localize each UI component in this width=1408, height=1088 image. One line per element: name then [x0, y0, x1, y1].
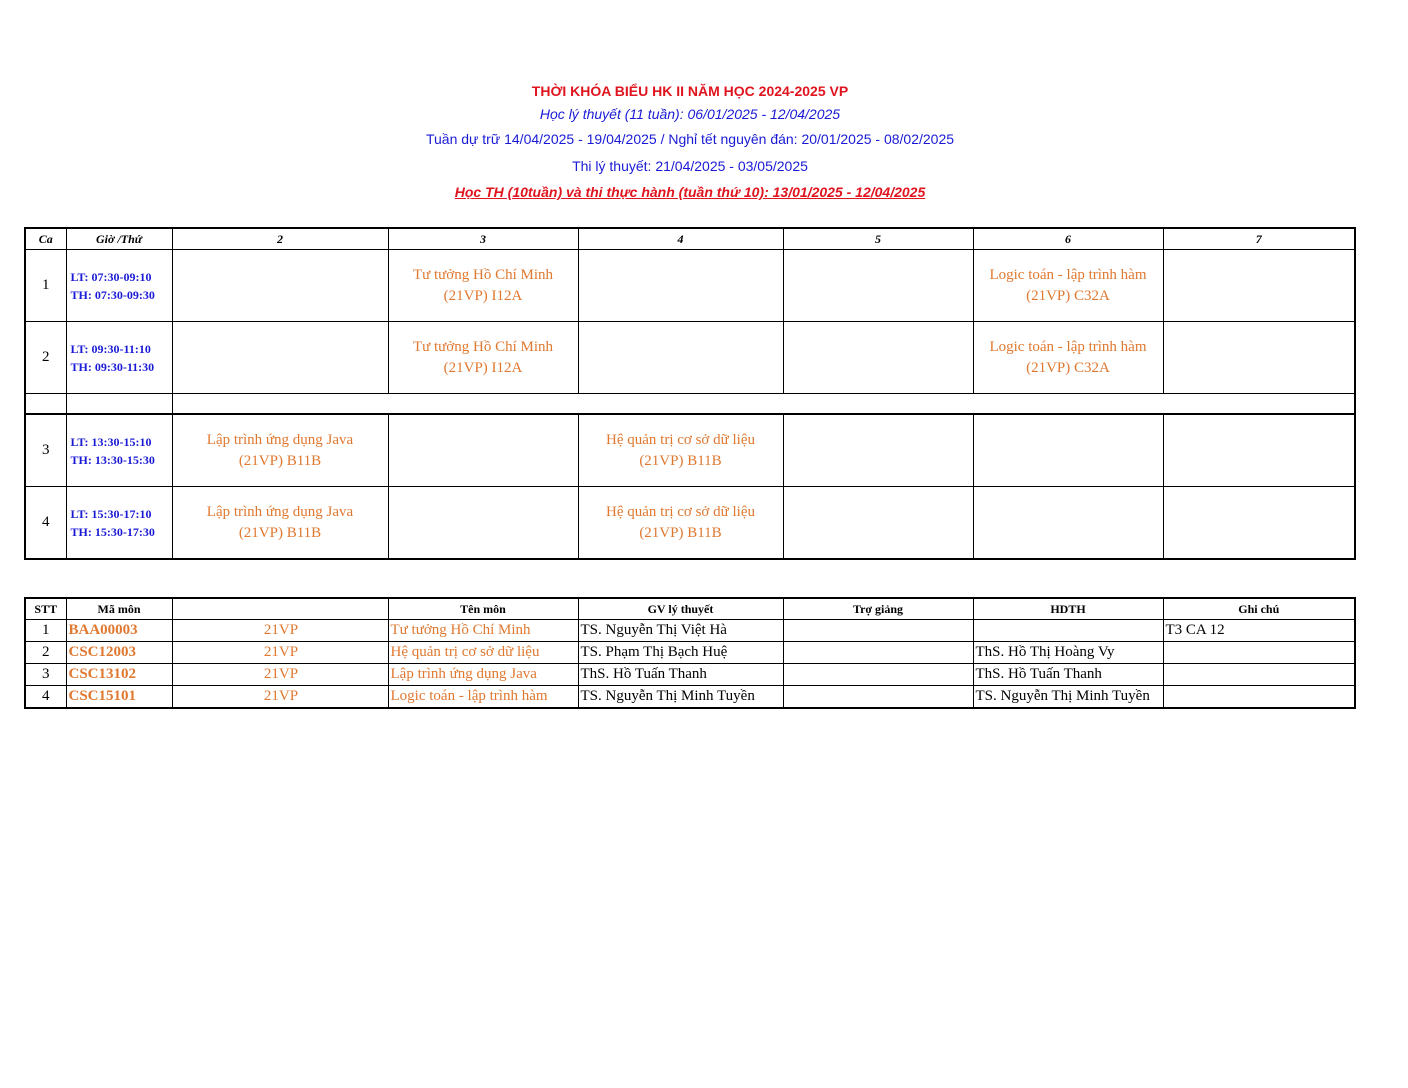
schedule-title: THỜI KHÓA BIỂU HK II NĂM HỌC 2024-2025 VP	[531, 83, 849, 99]
time-cell	[66, 487, 172, 560]
reserve-and-holiday: Tuần dự trữ 14/04/2025 - 19/04/2025 / Nghỉ tết nguyên đán: 20/01/2025 - 08/02/2025	[425, 131, 955, 147]
time-cell	[66, 250, 172, 322]
assistant	[783, 620, 973, 642]
schedule-row	[25, 250, 1355, 322]
class-subject: Logic toán - lập trình hàm	[989, 338, 1147, 355]
table-row	[25, 664, 1355, 686]
practice-instructor: ThS. Hồ Tuấn Thanh	[973, 664, 1163, 686]
col-header-ca: Ca	[25, 228, 66, 250]
class-room: (21VP) B11B	[639, 452, 722, 469]
class-subject: Logic toán - lập trình hàm	[989, 266, 1147, 283]
gap-cell	[25, 394, 66, 415]
class-subject: Lập trình ứng dụng Java	[206, 431, 354, 448]
col-header-day-3: 3	[388, 228, 578, 250]
class-room: (21VP) I12A	[443, 287, 523, 304]
note	[1163, 686, 1355, 709]
stt: 3	[25, 664, 66, 686]
ca-number: 2	[25, 322, 66, 394]
table-row	[25, 620, 1355, 642]
lt-time: LT: 13:30-15:10	[70, 434, 152, 449]
subject-code: CSC13102	[66, 664, 172, 686]
lecturer: TS. Phạm Thị Bạch Huệ	[578, 642, 783, 664]
lt-time: LT: 09:30-11:10	[70, 341, 151, 356]
subject-code: CSC12003	[66, 642, 172, 664]
lt-time: LT: 07:30-09:10	[70, 269, 152, 284]
class-room: (21VP) B11B	[238, 452, 322, 469]
class-room: (21VP) C32A	[1026, 287, 1110, 304]
gap-cell	[66, 394, 172, 415]
th-time: TH: 13:30-15:30	[70, 452, 155, 467]
class-cell	[388, 487, 578, 560]
col-header-time: Giờ /Thứ	[66, 228, 172, 250]
col-header-name: Tên môn	[388, 598, 578, 620]
ca-number: 4	[25, 487, 66, 560]
col-header-stt: STT	[25, 598, 66, 620]
practice-instructor: TS. Nguyễn Thị Minh Tuyền	[973, 686, 1163, 709]
col-header-hdth: HDTH	[973, 598, 1163, 620]
class-room: (21VP) B11B	[639, 524, 722, 541]
class-cell	[783, 250, 973, 322]
subject-name: Hệ quản trị cơ sở dữ liệu	[388, 642, 578, 664]
theory-period: Học lý thuyết (11 tuần): 06/01/2025 - 12/04/2025	[539, 106, 841, 122]
th-time: TH: 07:30-09:30	[70, 287, 155, 302]
schedule-row	[25, 414, 1355, 487]
note	[1163, 642, 1355, 664]
theory-exam-period: Thi lý thuyết: 21/04/2025 - 03/05/2025	[572, 158, 808, 174]
stt: 4	[25, 686, 66, 709]
class-cell	[172, 487, 388, 560]
class-code: 21VP	[172, 686, 388, 709]
note: T3 CA 12	[1163, 620, 1355, 642]
lecturer: TS. Nguyễn Thị Việt Hà	[578, 620, 783, 642]
class-cell	[783, 414, 973, 487]
subject-code: BAA00003	[66, 620, 172, 642]
subject-name: Lập trình ứng dụng Java	[388, 664, 578, 686]
schedule-row	[25, 322, 1355, 394]
class-cell	[578, 414, 783, 487]
subject-name: Tư tưởng Hồ Chí Minh	[388, 620, 578, 642]
col-header-lecturer: GV lý thuyết	[578, 598, 783, 620]
class-cell	[388, 250, 578, 322]
break-row	[25, 394, 1355, 415]
class-cell	[172, 414, 388, 487]
class-cell	[973, 487, 1163, 560]
class-cell	[578, 250, 783, 322]
table-row	[25, 642, 1355, 664]
class-room: (21VP) I12A	[443, 359, 523, 376]
class-subject: Hệ quản trị cơ sở dữ liệu	[606, 503, 755, 520]
class-room: (21VP) B11B	[238, 524, 322, 541]
subject-name: Logic toán - lập trình hàm	[388, 686, 578, 709]
note	[1163, 664, 1355, 686]
class-cell	[973, 322, 1163, 394]
assistant	[783, 686, 973, 709]
class-code: 21VP	[172, 664, 388, 686]
col-header-class	[172, 598, 388, 620]
class-cell	[783, 487, 973, 560]
class-code: 21VP	[172, 620, 388, 642]
class-cell	[578, 322, 783, 394]
class-cell	[1163, 414, 1355, 487]
class-cell	[388, 414, 578, 487]
lecturer: ThS. Hồ Tuấn Thanh	[578, 664, 783, 686]
class-cell	[973, 250, 1163, 322]
class-room: (21VP) C32A	[1026, 359, 1110, 376]
weekly-schedule-table	[24, 227, 1356, 560]
table-row	[25, 686, 1355, 709]
col-header-note: Ghi chú	[1163, 598, 1355, 620]
class-cell	[1163, 487, 1355, 560]
time-cell	[66, 414, 172, 487]
col-header-assistant: Trợ giảng	[783, 598, 973, 620]
stt: 1	[25, 620, 66, 642]
ca-number: 1	[25, 250, 66, 322]
class-subject: Hệ quản trị cơ sở dữ liệu	[606, 431, 755, 448]
subject-code: CSC15101	[66, 686, 172, 709]
class-code: 21VP	[172, 642, 388, 664]
class-subject: Tư tưởng Hồ Chí Minh	[412, 338, 554, 355]
th-time: TH: 15:30-17:30	[70, 524, 155, 539]
assistant	[783, 664, 973, 686]
subjects-header-row	[25, 598, 1355, 620]
schedule-row	[25, 487, 1355, 560]
col-header-day-7: 7	[1163, 228, 1355, 250]
time-cell	[66, 322, 172, 394]
class-subject: Tư tưởng Hồ Chí Minh	[412, 266, 554, 283]
class-cell	[172, 250, 388, 322]
stt: 2	[25, 642, 66, 664]
class-cell	[783, 322, 973, 394]
class-cell	[973, 414, 1163, 487]
practice-instructor	[973, 620, 1163, 642]
col-header-day-6: 6	[973, 228, 1163, 250]
practice-period: Học TH (10tuần) và thi thực hành (tuần thứ 10): 13/01/2025 - 12/04/2025	[454, 184, 926, 200]
th-time: TH: 09:30-11:30	[70, 359, 155, 374]
class-cell	[172, 322, 388, 394]
schedule-header-row	[25, 228, 1355, 250]
practice-instructor: ThS. Hồ Thị Hoàng Vy	[973, 642, 1163, 664]
col-header-day-5: 5	[783, 228, 973, 250]
class-cell	[388, 322, 578, 394]
assistant	[783, 642, 973, 664]
class-cell	[578, 487, 783, 560]
col-header-day-4: 4	[578, 228, 783, 250]
class-subject: Lập trình ứng dụng Java	[206, 503, 354, 520]
col-header-code: Mã môn	[66, 598, 172, 620]
lecturer: TS. Nguyễn Thị Minh Tuyền	[578, 686, 783, 709]
class-cell	[1163, 322, 1355, 394]
gap-cell	[172, 394, 1355, 415]
lt-time: LT: 15:30-17:10	[70, 506, 152, 521]
subject-list-table	[24, 597, 1356, 709]
class-cell	[1163, 250, 1355, 322]
ca-number: 3	[25, 414, 66, 487]
col-header-day-2: 2	[172, 228, 388, 250]
